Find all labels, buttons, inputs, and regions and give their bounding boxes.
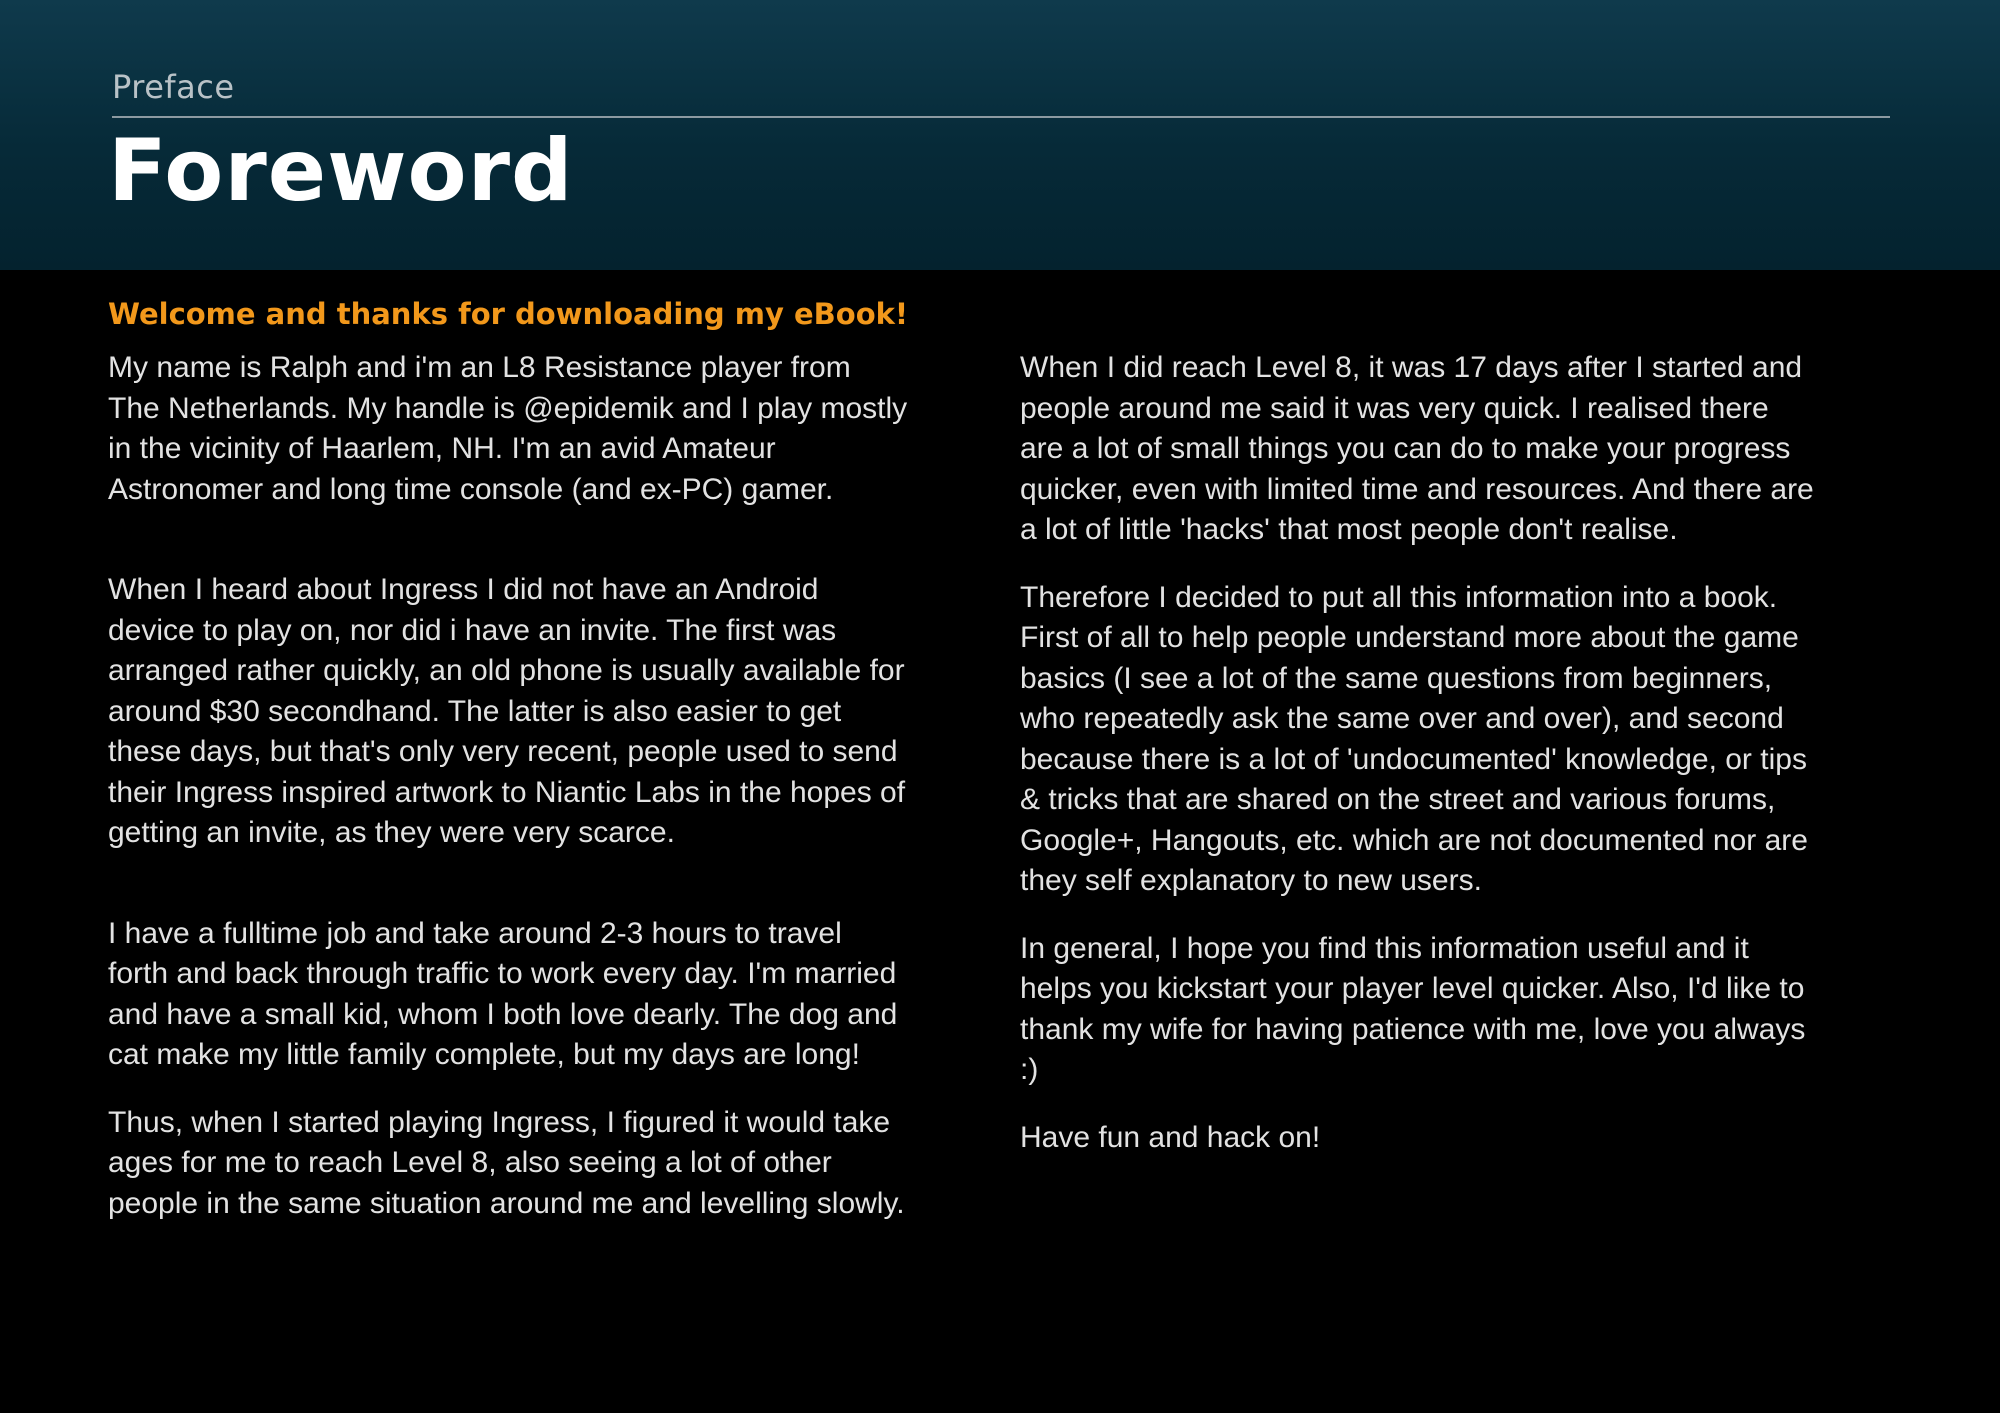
section-label: Preface <box>112 68 235 106</box>
page-title: Foreword <box>108 121 574 221</box>
header-divider <box>112 116 1890 118</box>
paragraph-getting-started: When I heard about Ingress I did not have an Android device to play on, nor did i have an invite. The first was arranged rather quickly, an old phone is usually available for around $30 secondhand. The latter is also easier to get these days, but that's only very recent, people used to send their Ingress inspired artwork to Niantic Labs in the hopes of getting an invite, as they were very scarce. <box>108 573 906 849</box>
right-column <box>1020 348 1820 1158</box>
paragraph-personal-life: I have a fulltime job and take around 2-3 hours to travel forth and back through traffic to work every day. I'm married and have a small kid, whom I both love dearly. The dog and cat make my little family complete, but my days are long! <box>108 916 898 1071</box>
welcome-heading: Welcome and thanks for downloading my eBook! <box>108 297 909 331</box>
paragraph-level-8: When I did reach Level 8, it was 17 days after I started and people around me said it was very quick. I realised there are a lot of small things you can do to make your progress quicker, even with limited time and resources. And there are a lot of little 'hacks' that most people don't realise. <box>1020 351 1814 546</box>
header-band <box>0 0 2000 270</box>
left-column <box>108 348 908 1224</box>
paragraph-intro: My name is Ralph and i'm an L8 Resistance player from The Netherlands. My handle is @epidemik and I play mostly in the vicinity of Haarlem, NH. I'm an avid Amateur Astronomer and long time console (and ex-PC) gamer. <box>108 351 908 506</box>
paragraph-book-purpose: Therefore I decided to put all this information into a book. First of all to help people understand more about the game basics (I see a lot of the same questions from beginners, who repeatedly ask the same over and over), and second because there is a lot of 'undocumented' knowledge, or tips & tricks that are shared on the street and various forums, Google+, Hangouts, etc. which are not documented nor are they self explanatory to new users. <box>1020 580 1808 897</box>
paragraph-levelling: Thus, when I started playing Ingress, I figured it would take ages for me to reach Level 8, also seeing a lot of other people in the same situation around me and levelling slowly. <box>108 1105 905 1220</box>
paragraph-thanks: In general, I hope you find this information useful and it helps you kickstart your player level quicker. Also, I'd like to thank my wife for having patience with me, love you always :) <box>1020 931 1806 1086</box>
paragraph-closing: Have fun and hack on! <box>1020 1120 1321 1154</box>
